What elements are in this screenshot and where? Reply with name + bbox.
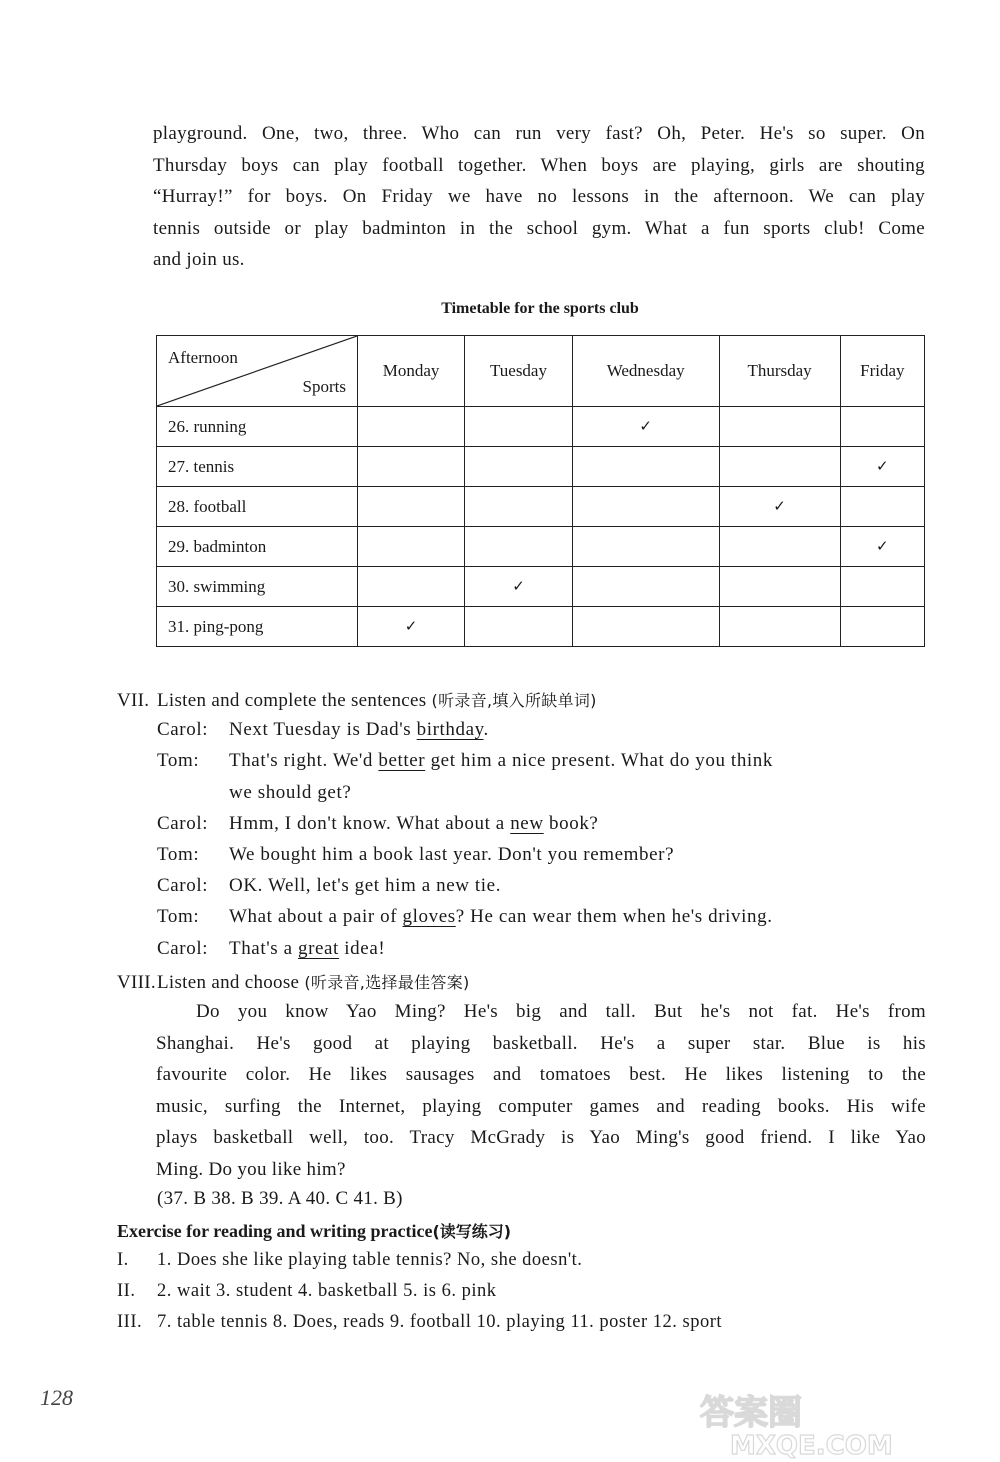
filled-blank: better	[378, 750, 426, 771]
empty-cell	[719, 607, 840, 647]
empty-cell	[840, 567, 924, 607]
speaker-label: Carol:	[157, 875, 209, 896]
empty-cell	[840, 607, 924, 647]
exercise-heading	[117, 1219, 511, 1242]
empty-cell	[358, 487, 465, 527]
speaker-label: Tom:	[157, 750, 200, 771]
passage-line: playground. One, two, three. Who can run very fast? Oh, Peter. He's so super. On	[153, 123, 925, 144]
exercise-heading-text: Exercise for reading and writing practice	[117, 1221, 433, 1241]
filled-blank: gloves	[402, 906, 456, 927]
section-title: Listen and choose	[157, 972, 300, 993]
section-number: VIII.	[117, 972, 156, 993]
day-header: Wednesday	[572, 336, 719, 407]
check-mark: ✓	[465, 567, 573, 607]
dialogue-line	[157, 844, 674, 866]
passage-line: Ming. Do you like him?	[156, 1158, 346, 1180]
day-header: Monday	[358, 336, 465, 407]
passage-line: Thursday boys can play football together. When boys are playing, girls are shouting	[153, 154, 925, 176]
answer-text: 2. wait 3. student 4. basketball 5. is 6. pink	[157, 1281, 497, 1301]
answer-text: 1. Does she like playing table tennis? No, she doesn't.	[157, 1250, 583, 1270]
sport-label: 30. swimming	[157, 567, 358, 607]
check-mark: ✓	[358, 607, 465, 647]
speaker-label: Carol:	[157, 813, 209, 834]
section-title: Listen and complete the sentences	[157, 690, 427, 711]
day-header: Tuesday	[465, 336, 573, 407]
answer-text: 7. table tennis 8. Does, reads 9. football 10. playing 11. poster 12. sport	[157, 1312, 723, 1332]
passage-line: and join us.	[153, 249, 245, 270]
check-mark: ✓	[719, 487, 840, 527]
dialogue-line	[157, 782, 351, 804]
passage-line: Shanghai. He's good at playing basketball. He's a super star. Blue is his	[156, 1032, 926, 1054]
dialogue-text: What about a pair of	[229, 906, 403, 927]
passage-line: plays basketball well, too. Tracy McGrady is Yao Ming's good friend. I like Yao	[156, 1127, 926, 1148]
timetable-row	[157, 407, 925, 447]
passage-line: music, surfing the Internet, playing computer games and reading books. His wife	[156, 1095, 926, 1117]
passage-line: Do you know Yao Ming? He's big and tall. But he's not fat. He's from	[196, 1001, 926, 1022]
empty-cell	[840, 407, 924, 447]
empty-cell	[358, 567, 465, 607]
timetable-header-row	[157, 336, 925, 407]
timetable	[156, 335, 925, 647]
check-mark: ✓	[572, 407, 719, 447]
passage-line: favourite color. He likes sausages and tomatoes best. He likes listening to the	[156, 1064, 926, 1085]
empty-cell	[465, 407, 573, 447]
timetable-corner-cell	[157, 336, 358, 407]
section-7-heading	[117, 688, 597, 712]
timetable-row	[157, 607, 925, 647]
empty-cell	[719, 567, 840, 607]
section-title-cn: (听录音,填入所缺单词)	[431, 691, 597, 710]
dialogue-text: get him a nice present. What do you think	[425, 750, 773, 771]
dialogue-line	[157, 719, 489, 741]
sport-label: 26. running	[157, 407, 358, 447]
answer-row	[117, 1281, 497, 1302]
timetable-row	[157, 567, 925, 607]
dialogue-text: We bought him a book last year. Don't you remember?	[229, 844, 675, 865]
dialogue-text: That's right. We'd	[229, 750, 379, 771]
filled-blank: great	[297, 938, 339, 959]
empty-cell	[358, 407, 465, 447]
empty-cell	[572, 527, 719, 567]
filled-blank: new	[510, 813, 544, 834]
empty-cell	[465, 487, 573, 527]
empty-cell	[719, 407, 840, 447]
empty-cell	[572, 487, 719, 527]
dialogue-line	[157, 875, 501, 897]
check-mark: ✓	[840, 527, 924, 567]
day-header: Friday	[840, 336, 924, 407]
speaker-label: Carol:	[157, 719, 209, 740]
sport-label: 31. ping-pong	[157, 607, 358, 647]
empty-cell	[572, 567, 719, 607]
timetable-row	[157, 527, 925, 567]
answer-row	[117, 1312, 722, 1333]
empty-cell	[358, 527, 465, 567]
svg-text:MXQE.COM: MXQE.COM	[730, 1431, 893, 1460]
empty-cell	[572, 607, 719, 647]
check-mark: ✓	[840, 447, 924, 487]
section-8-heading	[117, 970, 470, 994]
speaker-label: Tom:	[157, 906, 200, 927]
section-number: VII.	[117, 690, 150, 711]
corner-label-afternoon: Afternoon	[168, 348, 238, 367]
answer-row	[117, 1250, 582, 1271]
dialogue-text: we should get?	[229, 782, 352, 803]
dialogue-text: .	[483, 719, 489, 740]
passage-top	[153, 118, 925, 276]
answer-number: III.	[117, 1312, 143, 1332]
day-header: Thursday	[719, 336, 840, 407]
exercise-heading-cn: (读写练习)	[432, 1222, 512, 1241]
answer-number: I.	[117, 1250, 129, 1270]
dialogue-text: idea!	[338, 938, 386, 959]
svg-text:答案圈: 答案圈	[700, 1393, 802, 1433]
dialogue-line	[157, 750, 773, 772]
timetable-row	[157, 447, 925, 487]
page-number: 128	[40, 1385, 73, 1410]
empty-cell	[465, 527, 573, 567]
sport-label: 29. badminton	[157, 527, 358, 567]
dialogue-text: That's a	[229, 938, 298, 959]
empty-cell	[572, 447, 719, 487]
dialogue-text: ? He can wear them when he's driving.	[455, 906, 773, 927]
empty-cell	[719, 527, 840, 567]
empty-cell	[358, 447, 465, 487]
dialogue-text: book?	[543, 813, 599, 834]
watermark-logo	[690, 1390, 990, 1460]
answer-number: II.	[117, 1281, 136, 1301]
sport-label: 27. tennis	[157, 447, 358, 487]
dialogue-line	[157, 813, 598, 835]
timetable-body	[157, 407, 925, 647]
timetable-row	[157, 487, 925, 527]
speaker-label: Carol:	[157, 938, 209, 959]
dialogue-line	[157, 906, 773, 928]
filled-blank: birthday	[416, 719, 484, 740]
passage-line: tennis outside or play badminton in the school gym. What a fun sports club! Come	[153, 217, 925, 239]
empty-cell	[465, 607, 573, 647]
dialogue-text: Hmm, I don't know. What about a	[229, 813, 511, 834]
passage-line: “Hurray!” for boys. On Friday we have no lessons in the afternoon. We can play	[153, 186, 925, 207]
dialogue-text: OK. Well, let's get him a new tie.	[229, 875, 502, 896]
section-title-cn: (听录音,选择最佳答案)	[304, 973, 470, 992]
sport-label: 28. football	[157, 487, 358, 527]
speaker-label: Tom:	[157, 844, 200, 865]
empty-cell	[840, 487, 924, 527]
dialogue-text: Next Tuesday is Dad's	[229, 719, 417, 740]
empty-cell	[719, 447, 840, 487]
timetable-title: Timetable for the sports club	[441, 300, 639, 317]
empty-cell	[465, 447, 573, 487]
corner-label-sports: Sports	[302, 377, 346, 396]
dialogue-line	[157, 938, 385, 960]
section-8-answers: (37. B 38. B 39. A 40. C 41. B)	[157, 1188, 403, 1209]
passage-yao-ming	[156, 996, 926, 1185]
